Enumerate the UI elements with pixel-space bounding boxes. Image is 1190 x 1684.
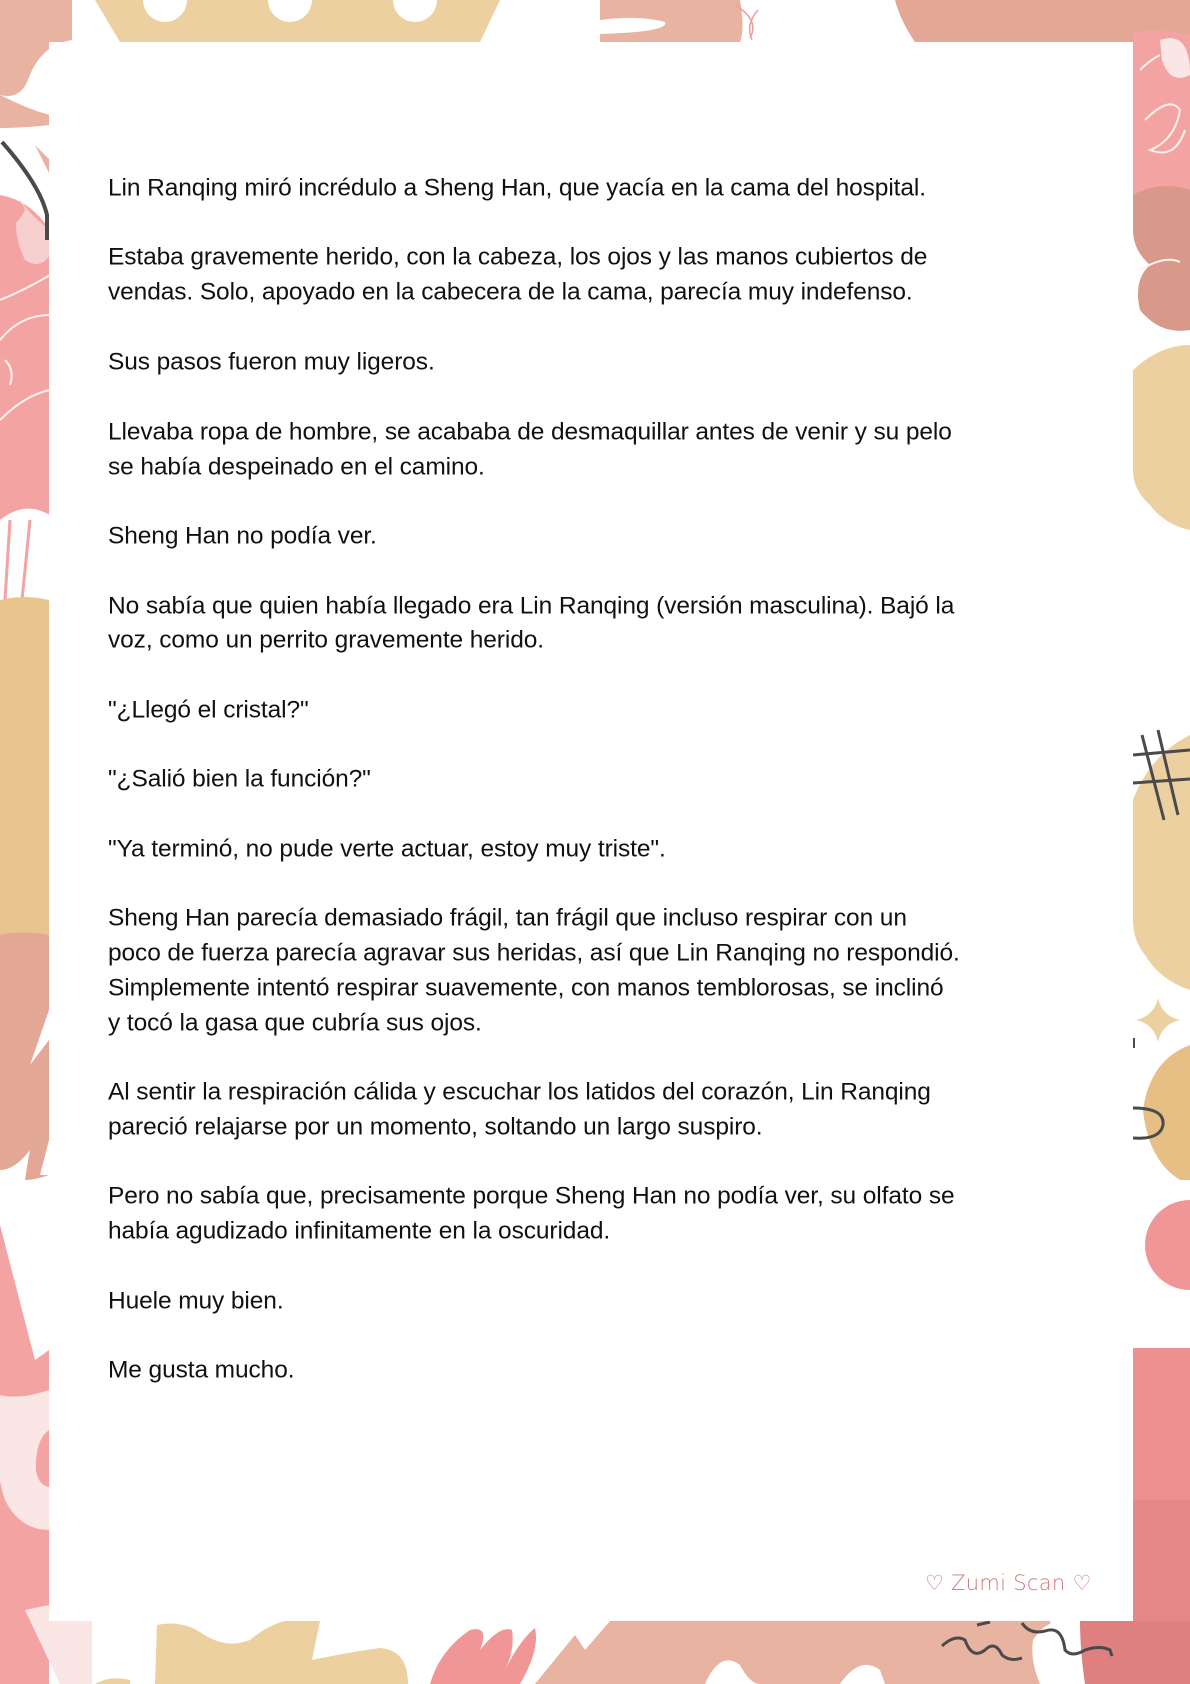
text-line: Al sentir la respiración cálida y escuchar los latidos del corazón, Lin Ranqing — [108, 1078, 931, 1106]
text-line: Simplemente intentó respirar suavemente, con manos temblorosas, se inclinó — [108, 974, 944, 1002]
text-line: Estaba gravemente herido, con la cabeza, los ojos y las manos cubiertos de — [108, 243, 928, 271]
sand-blob-right-2 — [1133, 680, 1190, 990]
sand-block-left — [0, 597, 49, 940]
peach-blob-left — [0, 933, 49, 1181]
text-line: Sus pasos fueron muy ligeros. — [108, 348, 435, 376]
text-line: Lin Ranqing miró incrédulo a Sheng Han, que yacía en la cama del hospital. — [108, 174, 926, 202]
sparkle-icon — [1136, 998, 1180, 1042]
rose-blob-right — [1133, 186, 1190, 331]
text-line: "¿Salió bien la función?" — [108, 765, 371, 793]
text-line: Me gusta mucho. — [108, 1356, 295, 1384]
text-line: No sabía que quien había llegado era Lin Ranqing (versión masculina). Bajó la — [108, 592, 955, 620]
text-line: poco de fuerza parecía agravar sus heridas, así que Lin Ranqing no respondió. — [108, 939, 960, 967]
text-line: "Ya terminó, no pude verte actuar, estoy muy triste". — [108, 835, 666, 863]
pink-squiggle-bottom — [430, 1628, 536, 1684]
watermark: ♡ Zumi Scan ♡ — [925, 1571, 1092, 1595]
text-line: vendas. Solo, apoyado en la cabecera de la cama, parecía muy indefenso. — [108, 278, 913, 306]
text-line: "¿Llegó el cristal?" — [108, 696, 309, 724]
text-line: Llevaba ropa de hombre, se acababa de desmaquillar antes de venir y su pelo — [108, 418, 952, 446]
text-line: Sheng Han parecía demasiado frágil, tan frágil que incluso respirar con un — [108, 904, 907, 932]
text-line: pareció relajarse por un momento, soltando un largo suspiro. — [108, 1113, 763, 1141]
text-line: Huele muy bien. — [108, 1287, 284, 1315]
sand-blob-right — [1133, 345, 1190, 530]
sand-blob-bottom — [155, 1621, 408, 1684]
text-line: y tocó la gasa que cubría sus ojos. — [108, 1009, 482, 1037]
text-line: se había despeinado en el camino. — [108, 453, 485, 481]
text-line: voz, como un perrito gravemente herido. — [108, 626, 544, 654]
text-line: Pero no sabía que, precisamente porque Sheng Han no podía ver, su olfato se — [108, 1182, 955, 1210]
text-line: había agudizado infinitamente en la oscuridad. — [108, 1217, 611, 1245]
text-line: Sheng Han no podía ver. — [108, 522, 377, 550]
